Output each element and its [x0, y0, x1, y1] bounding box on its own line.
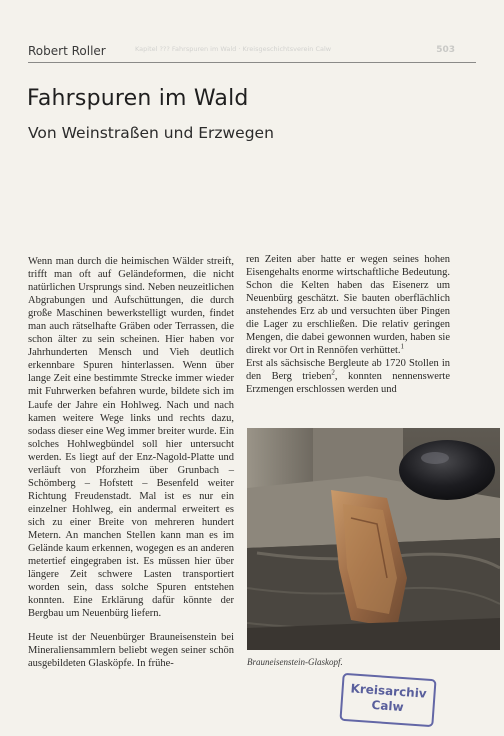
page-number: 503: [436, 45, 455, 55]
stamp-line: Calw: [371, 697, 405, 715]
header-running-title: Kapitel ??? Fahrspuren im Wald · Kreisgeschichtsverein Calw: [135, 45, 332, 53]
article-subtitle: Von Weinstraßen und Erzwegen: [28, 124, 274, 142]
glaskopf-photo: [247, 428, 500, 650]
header-rule: [28, 62, 476, 63]
article-title: Fahrspuren im Wald: [27, 86, 249, 111]
paragraph: Wenn man durch die heimischen Wälder streift, trifft man oft auf Geländeformen, die nicht natürlichen Ursprungs sind. Neben neuzeitlichen Abgrabungen und Aufschüttungen, die durch große Maschinen bewerkstelligt wurden, findet man auch rätselhafte Gräben oder Terrassen, die schon älter zu sein scheinen. Hier haben vor Jahrhunderten Mensch und Vieh deutlich erkennbare Spuren hinterlassen. Wenn über lange Zeit eine bestimmte Strecke immer wieder mit Fuhrwerken befahren wurde, bildete sich im Laufe der Jahre ein Hohlweg. Nach und nach kamen weitere Wege links und rechts dazu, sodass dieser eine Weg immer breiter wurde. Ein solches Hohlwegbündel soll hier untersucht werden. Es liegt auf der Enz-Nagold-Platte und verläuft von Pforzheim über Grunbach – Schömberg – Hofstett – Besenfeld weiter Richtung Freudenstadt. Mal ist es nur ein einzelner Hohlweg, ein andermal erweitert es sich zu einer Breite von mehreren hundert Metern. An manchen Stellen kann man es im Gelände kaum erkennen, wogegen es an anderen metertief eingegraben ist. Es müssen hier über längere Zeit schwere Lasten transportiert worden sein, dass solche Spuren entstehen konnten. Eine Erklärung dafür könnte der Bergbau um Neuenbürg liefern.: [28, 256, 234, 620]
header-author: Robert Roller: [28, 44, 106, 58]
paragraph-text: , konnten nennenswerte Erzmengen erschlossen werden und: [246, 371, 450, 396]
paragraph-text: ren Zeiten aber hatte er wegen seines hohen Eisengehalts enorme wirtschaftliche Bedeutung. Schon die Kelten haben das Eisenerz um Neuenbürg geschätzt. Sie bauten oberflächlich anstehendes Erz ab und versuchten über Pingen die Lager zu erschließen. Die relativ geringen Mengen, die dabei gewonnen wurden, haben sie direkt vor Ort in Rennöfen verhüttet.: [246, 254, 450, 357]
paragraph-text: Erst als sächsische Bergleute ab 1720 Stollen in den Berg trieben: [246, 358, 450, 383]
text-column-left: [28, 255, 234, 670]
archive-stamp: [339, 673, 436, 727]
glaskopf-photo-illustration: [247, 428, 500, 650]
paragraph: [246, 357, 450, 396]
paragraph: [246, 253, 450, 357]
paragraph: Heute ist der Neuenbürger Brauneisenstein bei Mineraliensammlern beliebt wegen seiner schön ausgebildeten Glasköpfe. In frühe-: [28, 632, 234, 670]
text-column-right: [246, 253, 450, 397]
footnote-marker: 2: [331, 368, 335, 377]
figure-caption: Brauneisenstein-Glaskopf.: [247, 657, 343, 667]
footnote-marker: 1: [400, 342, 405, 351]
stamp-line: Kreisarchiv: [350, 681, 428, 701]
